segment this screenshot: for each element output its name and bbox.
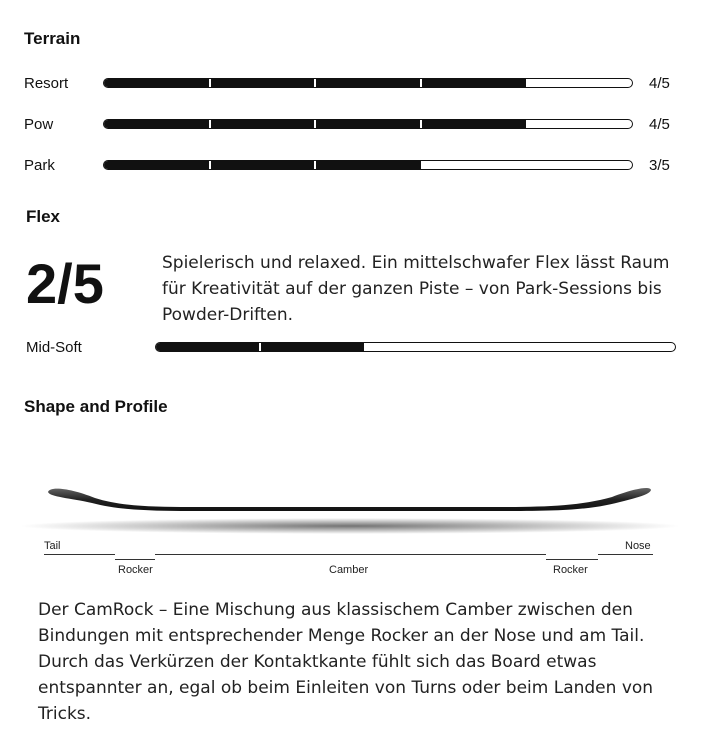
zone-label-rocker-nose: Rocker [553, 564, 588, 576]
terrain-label-pow: Pow [24, 116, 54, 133]
nose-guide-line [598, 554, 653, 555]
rating-bar-segment-divider [209, 120, 211, 128]
terrain-score-park: 3/5 [649, 157, 670, 174]
terrain-label-resort: Resort [24, 75, 69, 92]
terrain-score-pow: 4/5 [649, 116, 670, 133]
flex-rating-bar [155, 342, 676, 352]
terrain-label-park: Park [24, 157, 55, 174]
rating-bar-pow [103, 119, 633, 129]
snowboard-shape [48, 488, 651, 511]
nose-label: Nose [625, 540, 651, 552]
flex-big-score: 2/5 [26, 252, 104, 315]
terrain-heading: Terrain [24, 29, 81, 48]
board-profile-illustration [0, 470, 708, 540]
flex-description: Spielerisch und relaxed. Ein mittelschwafer Flex lässt Raum für Kreativität auf der ganzen Piste – von Park-Sessions bis Powder-Driften. [162, 253, 670, 325]
terrain-score-resort: 4/5 [649, 75, 670, 92]
rating-bar-segment-divider [209, 161, 211, 169]
flex-scale-label: Mid-Soft [26, 339, 82, 356]
zone-label-camber: Camber [329, 564, 369, 576]
rating-bar-resort [103, 78, 633, 88]
rating-bar-segment-divider [259, 343, 261, 351]
rocker-guide-line-tail [115, 559, 155, 560]
camber-guide-line [155, 554, 546, 555]
rating-bar-segment-divider [209, 79, 211, 87]
shape-description: Der CamRock – Eine Mischung aus klassischem Camber zwischen den Bindungen mit entsprechender Menge Rocker an der Nose und am Tail. Durch das Verkürzen der Kontaktkante fühlt sich das Board etwas entspannter an, egal ob beim Einleiten von Turns oder beim Landen von Tricks. [38, 600, 654, 724]
rating-bar-segment-divider [314, 120, 316, 128]
tail-guide-line [44, 554, 115, 555]
zone-label-rocker-tail: Rocker [118, 564, 153, 576]
rating-bar-segment-divider [314, 161, 316, 169]
rating-bar-segment-divider [420, 120, 422, 128]
shape-heading: Shape and Profile [24, 397, 168, 416]
rating-bar-segment-divider [314, 79, 316, 87]
rocker-guide-line-nose [546, 559, 598, 560]
flex-heading: Flex [26, 207, 61, 226]
rating-bar-segment-divider [420, 79, 422, 87]
rating-bar-park [103, 160, 633, 170]
tail-label: Tail [44, 540, 61, 552]
rating-bar-fill [104, 161, 421, 169]
